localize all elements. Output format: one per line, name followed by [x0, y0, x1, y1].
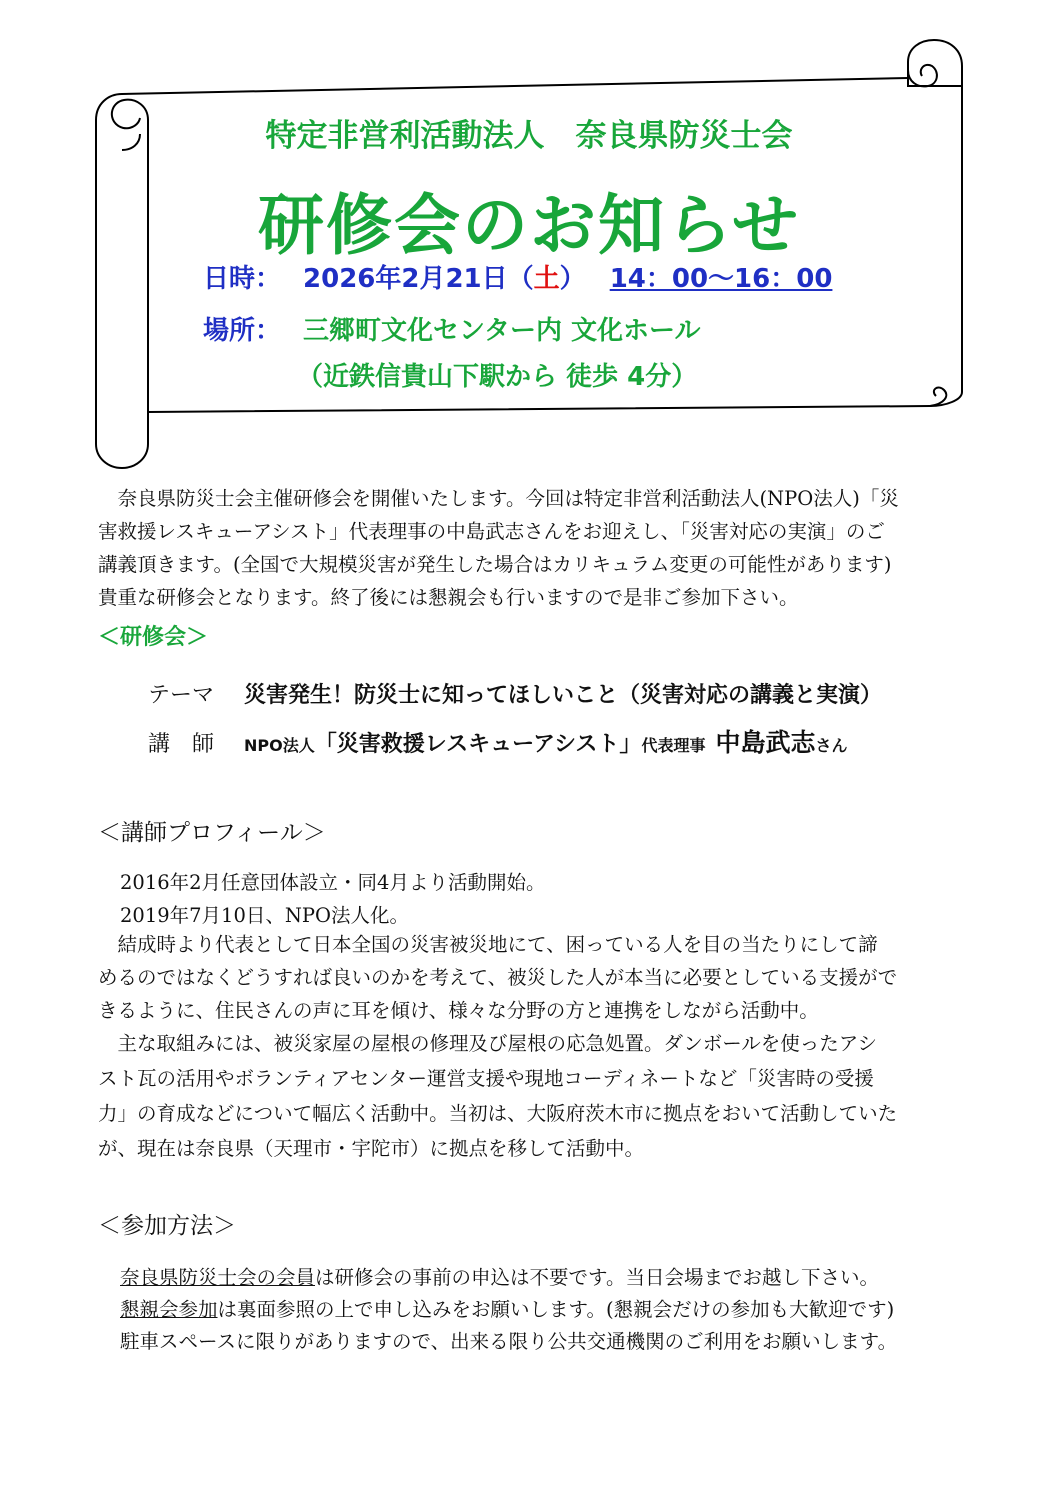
- intro-line: 害救援レスキューアシスト」代表理事の中島武志さんをお迎えし、「災害対応の実演」のご: [98, 520, 885, 543]
- profile-paragraph-1: [98, 928, 968, 1027]
- participation-line-members: [120, 1262, 879, 1290]
- members-text: は研修会の事前の申込は不要です。当日会場までお越し下さい。: [315, 1266, 879, 1289]
- page-title: 研修会のお知らせ: [257, 187, 801, 264]
- profile-text-line: 力」の育成などについて幅広く活動中。当初は、大阪府茨木市に拠点をおいて活動していた: [98, 1102, 898, 1125]
- members-underlined: 奈良県防災士会の会員: [120, 1266, 316, 1289]
- intro-line: 講義頂きます。(全国で大規模災害が発生した場合はカリキュラム変更の可能性があります): [98, 553, 892, 576]
- profile-text-line: スト瓦の活用やボランティアセンター運営支援や現地コーディネートなど「災害時の受援: [98, 1067, 874, 1090]
- participation-heading: ＜参加方法＞: [98, 1213, 236, 1239]
- profile-text-line: きるように、住民さんの声に耳を傾け、様々な分野の方と連携をしながら活動中。: [98, 999, 819, 1022]
- place-value: 三郷町文化センター内 文化ホール: [303, 316, 701, 346]
- profile-heading: ＜講師プロフィール＞: [98, 820, 326, 846]
- access-info: （近鉄信貴山下駅から 徒歩 4分）: [297, 362, 698, 392]
- participation-line-social: [120, 1294, 894, 1322]
- date-close: ）: [559, 264, 586, 294]
- date-label: 日時：: [203, 264, 282, 294]
- social-underlined: 懇親会参加: [120, 1298, 218, 1321]
- profile-text-line: めるのではなくどうすれば良いのかを考えて、被災した人が本当に必要としている支援がで: [98, 966, 898, 989]
- lecturer-org: 「災害救援レスキューアシスト」: [314, 732, 642, 757]
- date-value: 2026年2月21日（: [303, 264, 534, 294]
- profile-line: 2016年2月任意団体設立・同4月より活動開始。: [120, 871, 546, 894]
- participation-line-parking: 駐車スペースに限りがありますので、出来る限り公共交通機関のご利用をお願いします。: [120, 1330, 898, 1353]
- place-label: 場所：: [203, 316, 282, 346]
- profile-text-line: 結成時より代表として日本全国の災害被災地にて、困っている人を目の当たりにして諦: [98, 933, 878, 956]
- profile-text-line: が、現在は奈良県（天理市・宇陀市）に拠点を移して活動中。: [98, 1137, 645, 1160]
- seminar-heading: ＜研修会＞: [98, 625, 209, 650]
- theme-row: [148, 678, 882, 709]
- lecturer-name: 中島武志: [715, 728, 816, 757]
- theme-label: テーマ: [148, 683, 215, 708]
- social-text: は裏面参照の上で申し込みをお願いします。(懇親会だけの参加も大歓迎です): [217, 1298, 895, 1321]
- profile-line: 2019年7月10日、NPO法人化。: [120, 904, 410, 927]
- lecturer-label: 講 師: [148, 732, 215, 757]
- profile-paragraph-2: [98, 1026, 968, 1166]
- place-row: [203, 310, 701, 347]
- organization-title: 特定非営利活動法人 奈良県防災士会: [265, 118, 793, 154]
- intro-paragraph: [98, 482, 968, 614]
- intro-line: 奈良県防災士会主催研修会を開催いたします。今回は特定非営利活動法人(NPO法人)「災: [98, 487, 899, 510]
- lecturer-org-prefix: NPO法人: [244, 736, 315, 755]
- date-weekday: 土: [533, 264, 560, 294]
- lecturer-role: 代表理事: [641, 736, 706, 755]
- theme-value: 災害発生！防災士に知ってほしいこと（災害対応の講義と実演）: [244, 683, 883, 708]
- date-row: [203, 258, 832, 295]
- time-value: 14：00～16：00: [609, 264, 833, 294]
- lecturer-row: [148, 723, 847, 759]
- profile-text-line: 主な取組みには、被災家屋の屋根の修理及び屋根の応急処置。ダンボールを使ったアシ: [98, 1032, 878, 1055]
- intro-line: 貴重な研修会となります。終了後には懇親会も行いますので是非ご参加下さい。: [98, 586, 799, 609]
- lecturer-suffix: さん: [815, 736, 848, 755]
